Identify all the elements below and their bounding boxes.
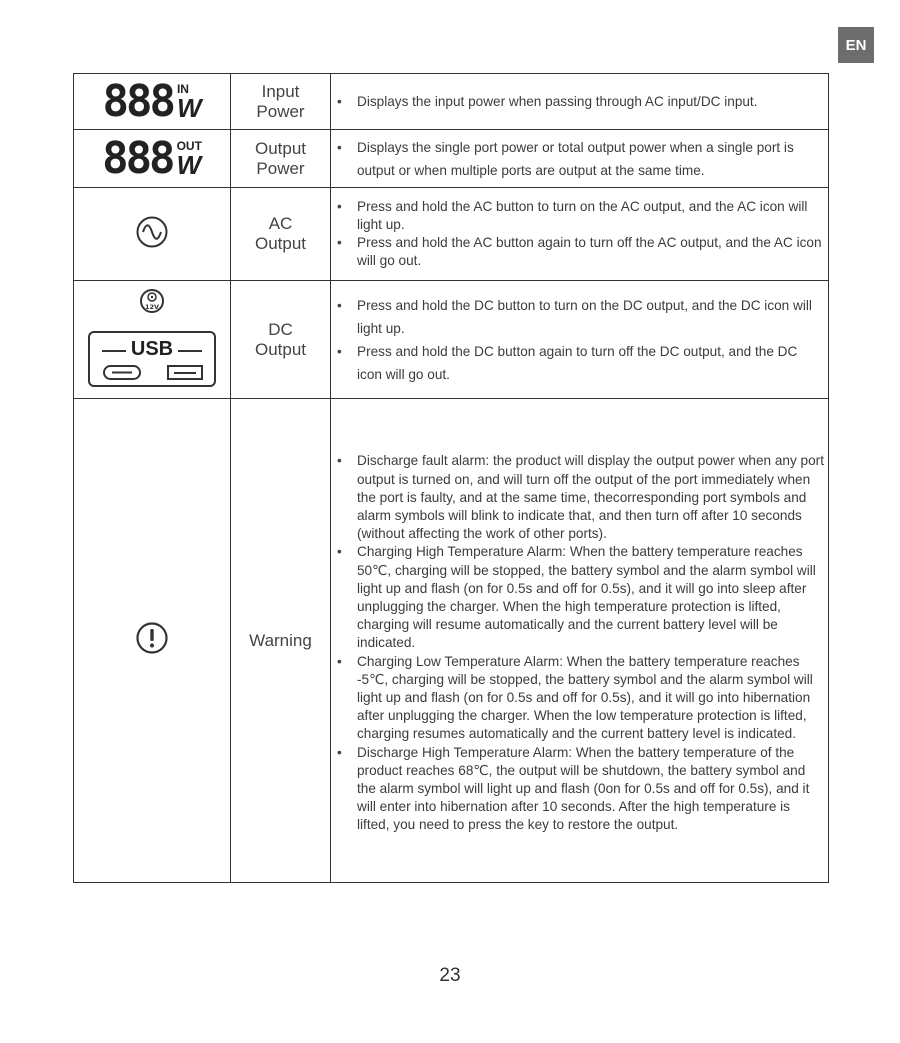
bullet-item: • Charging High Temperature Alarm: When the battery temperature reaches 50℃, charging will be stopped, the battery symbol and the alarm symbol will light up and flash (on for 0.5s and off for 0.5s), and it will go into sleep after unplugging the charger. When the high temperature protection is lifted, charging will resume automatically and the current battery level will be indicated.: [331, 543, 824, 652]
ac-sine-wave-icon: [135, 215, 169, 249]
description: [331, 130, 829, 188]
description: [331, 399, 829, 883]
page-number: 23: [439, 965, 461, 986]
ac-icon-cell: [74, 188, 231, 281]
warning-exclamation-icon: [135, 621, 169, 655]
bullet-item: • Displays the input power when passing through AC input/DC input.: [331, 90, 824, 113]
lcd-digits: 888: [102, 132, 173, 184]
bullet-item: • Press and hold the AC button to turn on the AC output, and the AC icon will light up.: [331, 198, 824, 234]
table-row: [74, 281, 829, 399]
usb-label: USB: [130, 337, 174, 360]
lcd-out-label: OUT: [176, 138, 202, 153]
lcd-unit: W: [176, 149, 202, 180]
bullet-item: • Press and hold the DC button to turn on the DC output, and the DC icon will light up.: [331, 294, 824, 340]
language-tab: EN: [838, 27, 874, 63]
function-line: AC Output: [254, 214, 307, 253]
table-row: [74, 74, 829, 130]
function-line: DC Output: [254, 319, 307, 359]
table-row: [74, 130, 829, 188]
bullet-item: • Displays the single port power or total output power when a single port is output or when multiple ports are output at the same time.: [331, 136, 824, 182]
function-name: [231, 281, 331, 399]
function-name: [231, 74, 331, 130]
lcd-unit: W: [176, 92, 202, 123]
warning-icon-cell: [74, 399, 231, 883]
input-power-display-icon: [74, 74, 231, 130]
function-name: [231, 130, 331, 188]
bullet-item: • Press and hold the DC button again to turn off the DC output, and the DC icon will go out.: [331, 340, 824, 386]
dc-12v-car-port-icon: [139, 288, 165, 314]
function-line: Warning: [249, 630, 312, 650]
table-row: [74, 399, 829, 883]
bullet-item: • Charging Low Temperature Alarm: When the battery temperature reaches -5℃, charging will be stopped, the battery symbol and the alarm symbol will light up and flash (on for 0.5s and off for 0.5s), and it will go into hibernation after unplugging the charger. When the low temperature protection is lifted, charging resumes automatically and the current battery level is indicated.: [331, 653, 824, 744]
function-name: [231, 399, 331, 883]
description: [331, 188, 829, 281]
function-table: [73, 73, 829, 883]
description: [331, 281, 829, 399]
dc-icon-cell: [74, 281, 231, 399]
output-power-display-icon: [74, 130, 231, 188]
dc-badge-text: 12V: [144, 302, 160, 311]
table-row: [74, 188, 829, 281]
lcd-digits: 888: [102, 75, 173, 127]
function-line: Input Power: [256, 81, 305, 121]
lcd-in-label: IN: [176, 81, 189, 96]
function-line: Output Power: [254, 138, 307, 178]
usb-port-icon: [88, 331, 216, 387]
bullet-item: • Press and hold the AC button again to turn off the AC output, and the AC icon will go out.: [331, 234, 824, 270]
bullet-item: • Discharge fault alarm: the product will display the output power when any port output is turned on, and will turn off the output of the port immediately when the port is faulty, and at the same time, thecorresponding port symbols and alarm symbols will blink to indicate that, and then turn off after 10 seconds (without affecting the work of other ports).: [331, 452, 824, 543]
bullet-item: • Discharge High Temperature Alarm: When the battery temperature of the product reaches 68℃, the output will be shutdown, the battery symbol and the alarm symbol will light up and flash (0on for 0.5s and off for 0.5s), and it will enter into hibernation after 10 seconds. After the high temperature is lifted, you need to press the key to restore the output.: [331, 744, 824, 835]
description: [331, 74, 829, 130]
function-name: [231, 188, 331, 281]
